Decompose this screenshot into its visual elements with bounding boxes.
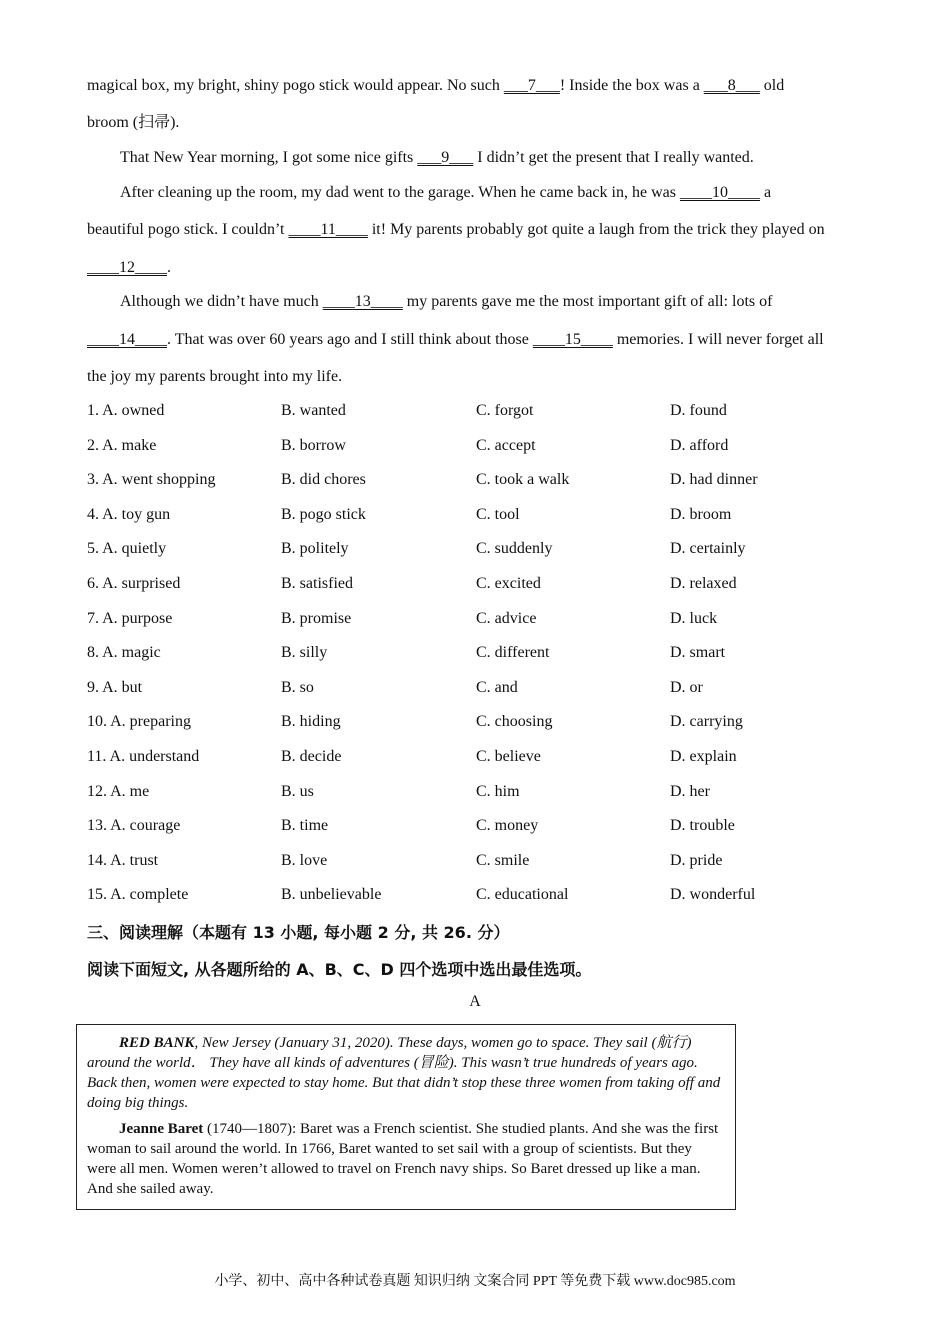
passage-line-5	[87, 220, 825, 240]
option-b: B. politely	[281, 540, 349, 558]
option-d: D. relaxed	[670, 575, 737, 592]
blank-11: ____11____	[288, 221, 368, 238]
passage-line-8	[87, 330, 824, 350]
option-d: D. or	[670, 678, 703, 696]
option-a: 10. A. preparing	[87, 713, 191, 731]
passage-text: Although we didn’t have much	[120, 293, 323, 310]
passage-line-9: the joy my parents brought into my life.	[87, 368, 343, 385]
box-paragraph-baret	[87, 1119, 723, 1199]
option-d: D. had dinner	[670, 471, 758, 489]
option-d: D. afford	[670, 436, 729, 454]
option-d: D. broom	[670, 505, 732, 523]
option-b: B. borrow	[281, 436, 346, 454]
option-b: B. love	[281, 851, 328, 869]
option-b: B. satisfied	[281, 575, 353, 592]
passage-text: it! My parents probably got quite a laugh from the trick they played on	[367, 221, 825, 238]
option-c: C. him	[476, 782, 520, 800]
person-name: Jeanne Baret	[119, 1121, 204, 1137]
blank-13: ____13____	[322, 293, 403, 310]
option-d: D. explain	[670, 748, 737, 765]
option-d: D. certainly	[670, 540, 746, 558]
page-footer: 小学、初中、高中各种试卷真题 知识归纳 文案合同 PPT 等免费下载 www.doc985.com	[214, 1274, 736, 1289]
passage-line-6	[87, 258, 171, 278]
option-a: 7. A. purpose	[87, 609, 173, 627]
option-a: 11. A. understand	[87, 748, 200, 765]
option-c: C. suddenly	[476, 540, 553, 558]
option-b: B. wanted	[281, 402, 346, 419]
section-heading: 三、阅读理解（本题有 13 小题, 每小题 2 分, 共 26. 分）	[87, 923, 510, 942]
option-d: D. pride	[670, 851, 723, 869]
baret-text: (1740—1807): Baret was a French scientist. She studied plants. And she was the first woman to sail around the world. In 1766, Baret wanted to set sail with a group of scientists. But they were all men. Women weren’t allowed to travel on French navy ships. So Baret dressed up like a man. And she sailed away.	[87, 1121, 719, 1197]
option-c: C. forgot	[476, 402, 534, 419]
passage-line-7	[120, 292, 772, 312]
option-a: 9. A. but	[87, 678, 143, 696]
option-c: C. choosing	[476, 713, 553, 731]
option-b: B. promise	[281, 609, 352, 627]
passage-text: a	[759, 184, 772, 201]
blank-14: ____14____	[87, 331, 167, 348]
option-b: B. pogo stick	[281, 505, 366, 523]
option-b: B. silly	[281, 644, 328, 662]
passage-line-2: broom (扫帚).	[87, 114, 180, 131]
passage-text: old	[759, 77, 785, 94]
passage-text: ! Inside the box was a	[559, 77, 704, 94]
blank-7: ___7___	[503, 77, 560, 94]
option-d: D. found	[670, 402, 727, 419]
dateline: RED BANK	[119, 1035, 195, 1051]
option-a: 4. A. toy gun	[87, 505, 171, 523]
option-b: B. hiding	[281, 713, 341, 731]
blank-15: ____15____	[532, 331, 613, 348]
option-d: D. smart	[670, 644, 726, 662]
intro-text: , New Jersey (January 31, 2020). These days, women go to space. They sail (航行) around the world． They have all kinds of adventures (冒险). This wasn’t true hundreds of years ago. Back then, women were expected to stay home. But that didn’t stop these three women from taking off and doing big things.	[87, 1035, 721, 1111]
part-label: A	[469, 993, 481, 1010]
passage-line-4	[120, 183, 771, 203]
blank-9: ___9___	[417, 149, 474, 166]
option-a: 12. A. me	[87, 782, 150, 800]
option-d: D. trouble	[670, 817, 735, 835]
option-c: C. different	[476, 644, 550, 662]
reading-passage-box	[76, 1024, 736, 1210]
option-d: D. her	[670, 782, 710, 800]
option-d: D. wonderful	[670, 886, 756, 904]
option-c: C. excited	[476, 575, 541, 592]
option-c: C. believe	[476, 748, 541, 765]
option-b: B. us	[281, 782, 314, 800]
passage-text: memories. I will never forget all	[612, 331, 824, 348]
blank-8: ___8___	[703, 77, 760, 94]
option-a: 8. A. magic	[87, 644, 161, 662]
option-c: C. educational	[476, 886, 569, 904]
option-a: 6. A. surprised	[87, 575, 181, 592]
passage-text: beautiful pogo stick. I couldn’t	[87, 221, 289, 238]
option-a: 15. A. complete	[87, 886, 189, 904]
option-c: C. money	[476, 817, 539, 835]
section-instruction: 阅读下面短文, 从各题所给的 A、B、C、D 四个选项中选出最佳选项。	[87, 960, 592, 979]
passage-text: magical box, my bright, shiny pogo stick would appear. No such	[87, 77, 504, 94]
option-b: B. decide	[281, 748, 342, 765]
option-d: D. luck	[670, 609, 718, 627]
option-a: 14. A. trust	[87, 851, 159, 869]
option-a: 13. A. courage	[87, 817, 181, 835]
option-c: C. accept	[476, 436, 536, 454]
option-c: C. took a walk	[476, 471, 570, 489]
option-b: B. did chores	[281, 471, 366, 489]
passage-text: my parents gave me the most important gift of all: lots of	[402, 293, 773, 310]
option-b: B. so	[281, 678, 314, 696]
blank-10: ____10____	[679, 184, 760, 201]
option-a: 5. A. quietly	[87, 540, 167, 558]
box-intro-paragraph	[87, 1033, 723, 1113]
option-b: B. time	[281, 817, 329, 835]
passage-text: . That was over 60 years ago and I still think about those	[167, 331, 533, 348]
passage-text: That New Year morning, I got some nice gifts	[120, 149, 418, 166]
option-c: C. smile	[476, 851, 530, 869]
option-c: C. and	[476, 678, 518, 696]
option-b: B. unbelievable	[281, 886, 382, 904]
passage-line-3	[120, 148, 754, 168]
passage-text: I didn’t get the present that I really wanted.	[473, 149, 754, 166]
option-a: 3. A. went shopping	[87, 471, 216, 489]
passage-line-1	[87, 76, 784, 96]
passage-text: .	[167, 259, 171, 276]
passage-text: After cleaning up the room, my dad went to the garage. When he came back in, he was	[120, 184, 680, 201]
option-c: C. advice	[476, 609, 537, 627]
option-d: D. carrying	[670, 713, 743, 731]
blank-12: ____12____	[87, 259, 167, 276]
option-a: 2. A. make	[87, 436, 157, 454]
option-c: C. tool	[476, 505, 520, 523]
option-a: 1. A. owned	[87, 402, 165, 419]
